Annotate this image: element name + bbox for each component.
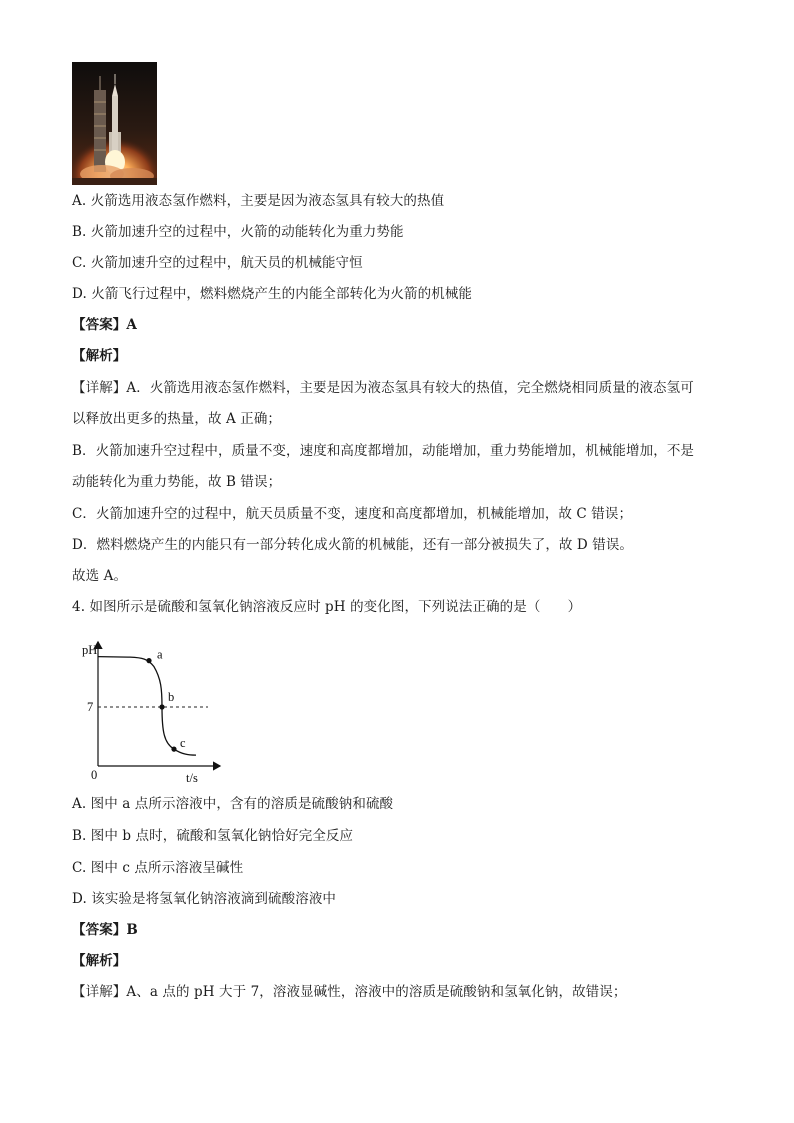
point-b-label: b <box>168 690 175 704</box>
point-a-label: a <box>157 647 163 662</box>
q4-answer: 【答案】B <box>72 922 138 938</box>
origin-label: 0 <box>91 768 98 782</box>
q4-option-c: C. 图中 c 点所示溶液呈碱性 <box>72 860 244 876</box>
q3-conclusion: 故选 A。 <box>72 568 128 584</box>
q3-detail-line: 【详解】A．火箭选用液态氢作燃料，主要是因为液态氢具有较大的热值，完全燃烧相同质量的液态氢可 <box>72 380 694 396</box>
q3-option-c: C. 火箭加速升空的过程中，航天员的机械能守恒 <box>72 255 363 271</box>
q3-answer: 【答案】A <box>72 317 137 333</box>
q3-option-a: A. 火箭选用液态氢作燃料，主要是因为液态氢具有较大的热值 <box>72 193 445 209</box>
q4-detail-line: 【详解】A、a 点的 pH 大于 7，溶液显碱性，溶液中的溶质是硫酸钠和氢氧化钠，故错误； <box>72 984 627 1000</box>
point-b <box>159 704 164 709</box>
q4-stem: 4. 如图所示是硫酸和氢氧化钠溶液反应时 pH 的变化图，下列说法正确的是（ ） <box>72 599 582 615</box>
rocket-launch-photo <box>72 62 157 185</box>
point-c <box>171 747 176 752</box>
q4-analysis-label: 【解析】 <box>72 953 127 969</box>
q3-detail-line: 以释放出更多的热量，故 A 正确； <box>72 411 282 427</box>
q3-detail-line: C．火箭加速升空的过程中，航天员质量不变，速度和高度都增加，机械能增加，故 C 错误； <box>72 506 633 522</box>
q4-option-b: B. 图中 b 点时，硫酸和氢氧化钠恰好完全反应 <box>72 828 354 844</box>
point-c-label: c <box>180 736 186 751</box>
q3-detail-line: D．燃料燃烧产生的内能只有一部分转化成火箭的机械能，还有一部分被损失了，故 D 错误。 <box>72 537 634 553</box>
q4-option-d: D. 该实验是将氢氧化钠溶液滴到硫酸溶液中 <box>72 891 337 907</box>
q3-option-b: B. 火箭加速升空的过程中，火箭的动能转化为重力势能 <box>72 224 404 240</box>
q3-analysis-label: 【解析】 <box>72 348 127 364</box>
ph-change-chart <box>78 638 228 788</box>
x-axis-label: t/s <box>186 771 198 785</box>
q3-detail-line: B．火箭加速升空过程中，质量不变，速度和高度都增加，动能增加，重力势能增加，机械能增加，不是 <box>72 443 695 459</box>
q4-option-a: A. 图中 a 点所示溶液中，含有的溶质是硫酸钠和硫酸 <box>72 796 394 812</box>
y-axis-label: pH <box>82 643 98 657</box>
y-tick-label: 7 <box>87 700 94 714</box>
rocket-launch-illustration <box>72 62 157 185</box>
point-a <box>146 658 151 663</box>
q3-option-d: D. 火箭飞行过程中，燃料燃烧产生的内能全部转化为火箭的机械能 <box>72 286 473 302</box>
q3-detail-line: 动能转化为重力势能，故 B 错误； <box>72 474 282 490</box>
